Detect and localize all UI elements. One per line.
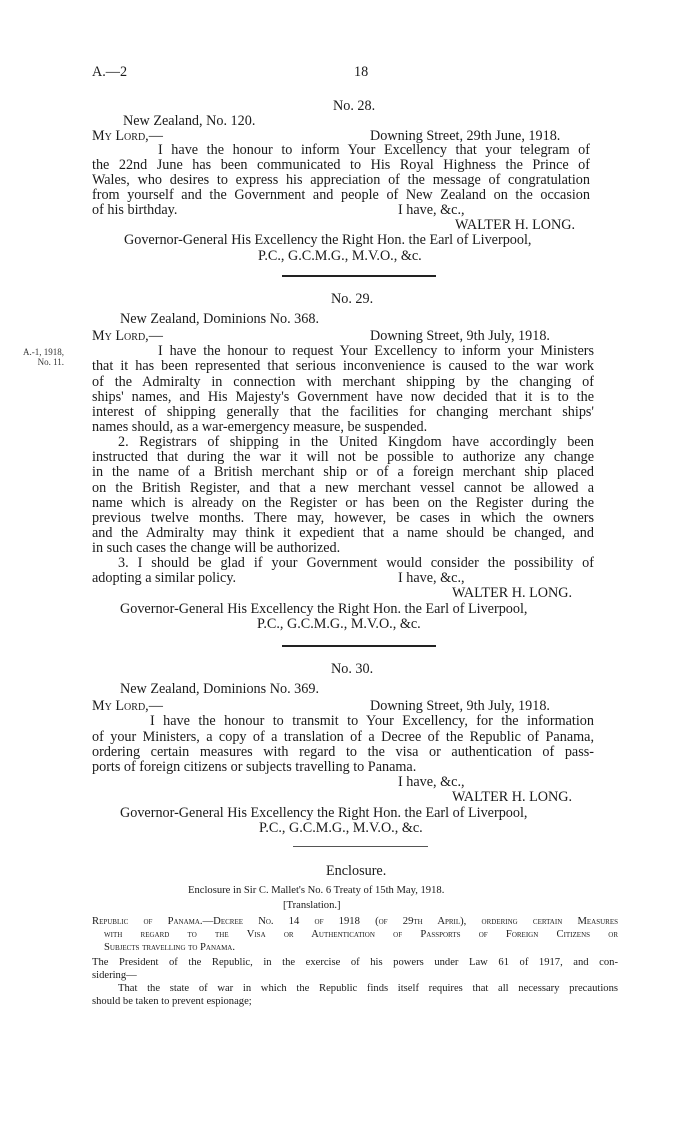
paragraph-line: and the Admiralty may think it expedient that a name should be changed, and (92, 525, 594, 541)
paragraph-line: Wales, who desires to express his appreciation of the message of congratulation (92, 172, 590, 188)
paragraph-line: I have the honour to request Your Excellency to inform your Ministers (158, 343, 594, 359)
paragraph-line: I have the honour to inform Your Excellency that your telegram of (158, 142, 590, 158)
decree-heading: Republic of Panama.—Decree No. 14 of 1918 (of 29th April), ordering certain Measures (92, 916, 618, 927)
paragraph-line: from yourself and the Government and people of New Zealand on the occasion (92, 187, 590, 203)
decree-heading: with regard to the Visa or Authentication of Passports of Foreign Citizens or (104, 929, 618, 940)
separator-rule (293, 846, 428, 847)
enclosure-source: Enclosure in Sir C. Mallet's No. 6 Treaty of 15th May, 1918. (188, 885, 445, 896)
paragraph-line: in the name of a British merchant ship or of a foreign merchant ship placed (92, 464, 594, 480)
addressee-line: P.C., G.C.M.G., M.V.O., &c. (258, 248, 422, 264)
paragraph-line: that it has been represented that serious inconvenience is caused to the war work (92, 358, 594, 374)
paragraph-line: ports of foreign citizens or subjects travelling to Panama. (92, 759, 417, 775)
decree-heading: Subjects travelling to Panama. (104, 942, 236, 953)
paragraph-line: of the Admiralty in connection with merchant shipping by the changing of (92, 374, 594, 390)
paragraph-line: 2. Registrars of shipping in the United Kingdom have accordingly been (118, 434, 594, 450)
place-date: Downing Street, 9th July, 1918. (370, 328, 550, 344)
separator-rule (282, 275, 436, 277)
salutation: My Lord,— (92, 698, 163, 714)
paragraph-line: I have the honour to transmit to Your Excellency, for the information (150, 713, 594, 729)
paragraph-line: of your Ministers, a copy of a translation of a Decree of the Republic of Panama, (92, 729, 594, 745)
paragraph-line: the 22nd June has been communicated to His Royal Highness the Prince of (92, 157, 590, 173)
addressee-line: P.C., G.C.M.G., M.V.O., &c. (257, 616, 421, 632)
paragraph-line: in such cases the change will be authorized. (92, 540, 341, 556)
signature: WALTER H. LONG. (452, 585, 573, 601)
paragraph-line: name which is already on the Register or has been on the Register during the (92, 495, 594, 511)
translation-label: [Translation.] (283, 900, 341, 911)
paragraph-line: ordering certain measures with regard to the visa or authentication of pass- (92, 744, 594, 760)
page-reference: A.—2 (92, 64, 128, 80)
addressee-line: P.C., G.C.M.G., M.V.O., &c. (259, 820, 423, 836)
paragraph-line: on the British Register, and that a new merchant vessel cannot be allowed a (92, 480, 594, 496)
dispatch-line: New Zealand, No. 120. (123, 113, 256, 129)
addressee-line: Governor-General His Excellency the Right Hon. the Earl of Liverpool, (120, 805, 528, 821)
margin-note (6, 347, 64, 367)
place-date: Downing Street, 29th June, 1918. (370, 128, 561, 144)
decree-body-line: The President of the Republic, in the exercise of his powers under Law 61 of 1917, and con- (92, 957, 618, 968)
paragraph-line: interest of shipping generally that the facilities for changing merchant ships' (92, 404, 594, 420)
salutation: My Lord,— (92, 328, 163, 344)
addressee-line: Governor-General His Excellency the Right Hon. the Earl of Liverpool, (124, 232, 532, 248)
paragraph-line: adopting a similar policy. (92, 570, 237, 586)
separator-rule (282, 645, 436, 647)
dispatch-line: New Zealand, Dominions No. 368. (120, 311, 319, 327)
signature: WALTER H. LONG. (452, 789, 573, 805)
letter-number: No. 29. (331, 291, 374, 307)
closing: I have, &c., (398, 202, 465, 218)
decree-body-line: should be taken to prevent espionage; (92, 996, 252, 1007)
signature: WALTER H. LONG. (455, 217, 576, 233)
page-number: 18 (354, 64, 369, 80)
letter-number: No. 28. (333, 98, 376, 114)
letter-number: No. 30. (331, 661, 374, 677)
decree-body-line: sidering— (92, 970, 137, 981)
paragraph-line: 3. I should be glad if your Government would consider the possibility of (118, 555, 594, 571)
dispatch-line: New Zealand, Dominions No. 369. (120, 681, 319, 697)
decree-body-line: That the state of war in which the Republic finds itself requires that all necessary precautions (118, 983, 618, 994)
place-date: Downing Street, 9th July, 1918. (370, 698, 550, 714)
paragraph-line: instructed that during the war it will not be possible to authorize any change (92, 449, 594, 465)
margin-note-line: No. 11. (37, 357, 64, 367)
paragraph-line: ships' names, and His Majesty's Government have now decided that it is to the (92, 389, 594, 405)
paragraph-line: of his birthday. (92, 202, 178, 218)
margin-note-line: A.-1, 1918, (23, 347, 64, 357)
salutation: My Lord,— (92, 128, 163, 144)
paragraph-line: names should, as a war-emergency measure, be suspended. (92, 419, 428, 435)
addressee-line: Governor-General His Excellency the Right Hon. the Earl of Liverpool, (120, 601, 528, 617)
enclosure-title: Enclosure. (326, 863, 387, 879)
closing: I have, &c., (398, 774, 465, 790)
paragraph-line: previous twelve months. There may, however, be cases in which the owners (92, 510, 594, 526)
closing: I have, &c., (398, 570, 465, 586)
